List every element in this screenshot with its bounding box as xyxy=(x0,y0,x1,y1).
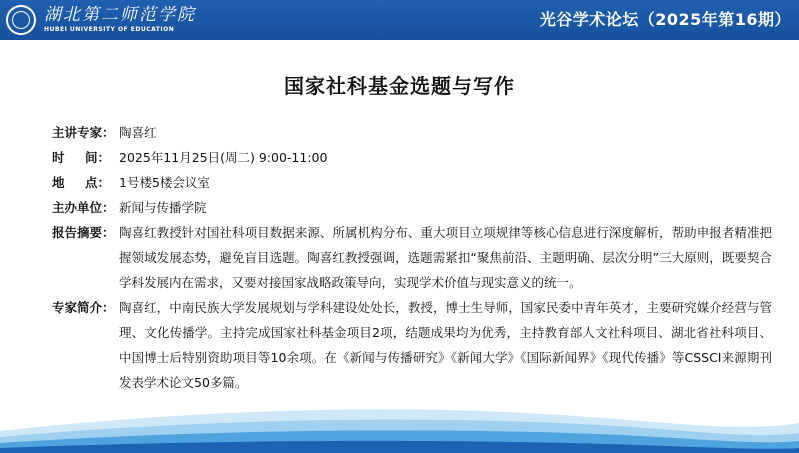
place-row xyxy=(52,170,772,195)
bio-label: 专家简介： xyxy=(52,300,115,315)
university-logo xyxy=(6,3,196,37)
host-value: 新闻与传播学院 xyxy=(119,200,207,215)
bio-text: 陶喜红，中南民族大学发展规划与学科建设处处长，教授，博士生导师，国家民委中青年英才，主要研究媒介经营与管理、文化传播学。主持完成国家社科基金项目2项，结题成果均为优秀，主持教育部人文社科项目、湖北省社科项目、中国博士后特别资助项目等10余项。在《新闻与传播研究》《新闻大学》《国际新闻界》《现代传播》等CSSCI来源期刊发表学术论文50多篇。 xyxy=(119,300,772,390)
time-row xyxy=(52,145,772,170)
university-seal-icon xyxy=(6,5,36,35)
abstract-label: 报告摘要： xyxy=(52,225,115,240)
time-value: 2025年11月25日(周二) 9:00-11:00 xyxy=(119,150,328,165)
place-label: 地 点： xyxy=(52,175,110,190)
header-bar xyxy=(0,0,799,40)
abstract-row xyxy=(52,220,772,295)
bio-row xyxy=(52,295,772,395)
host-row xyxy=(52,195,772,220)
logo-en-text: HUBEI UNIVERSITY OF EDUCATION xyxy=(44,26,175,33)
forum-title: 光谷学术论坛（2025年第16期） xyxy=(539,10,791,29)
logo-cn-text: 湖北第二师范学院 xyxy=(44,5,196,25)
event-info xyxy=(52,120,772,395)
place-value: 1号楼5楼会议室 xyxy=(119,175,210,190)
page-title: 国家社科基金选题与写作 xyxy=(284,74,515,98)
speaker-row xyxy=(52,120,772,145)
time-label: 时 间： xyxy=(52,150,110,165)
speaker-label: 主讲专家： xyxy=(52,125,115,140)
host-label: 主办单位： xyxy=(52,200,115,215)
speaker-value: 陶喜红 xyxy=(119,125,157,140)
abstract-text: 陶喜红教授针对国社科项目数据来源、所属机构分布、重大项目立项规律等核心信息进行深度解析，帮助申报者精准把握领域发展态势，避免盲目选题。陶喜红教授强调，选题需紧扣“聚焦前沿、主题明确、层次分明”三大原则，既要契合学科发展内在需求，又要对接国家战略政策导向，实现学术价值与现实意义的统一。 xyxy=(119,225,772,290)
decorative-wave xyxy=(0,393,799,453)
